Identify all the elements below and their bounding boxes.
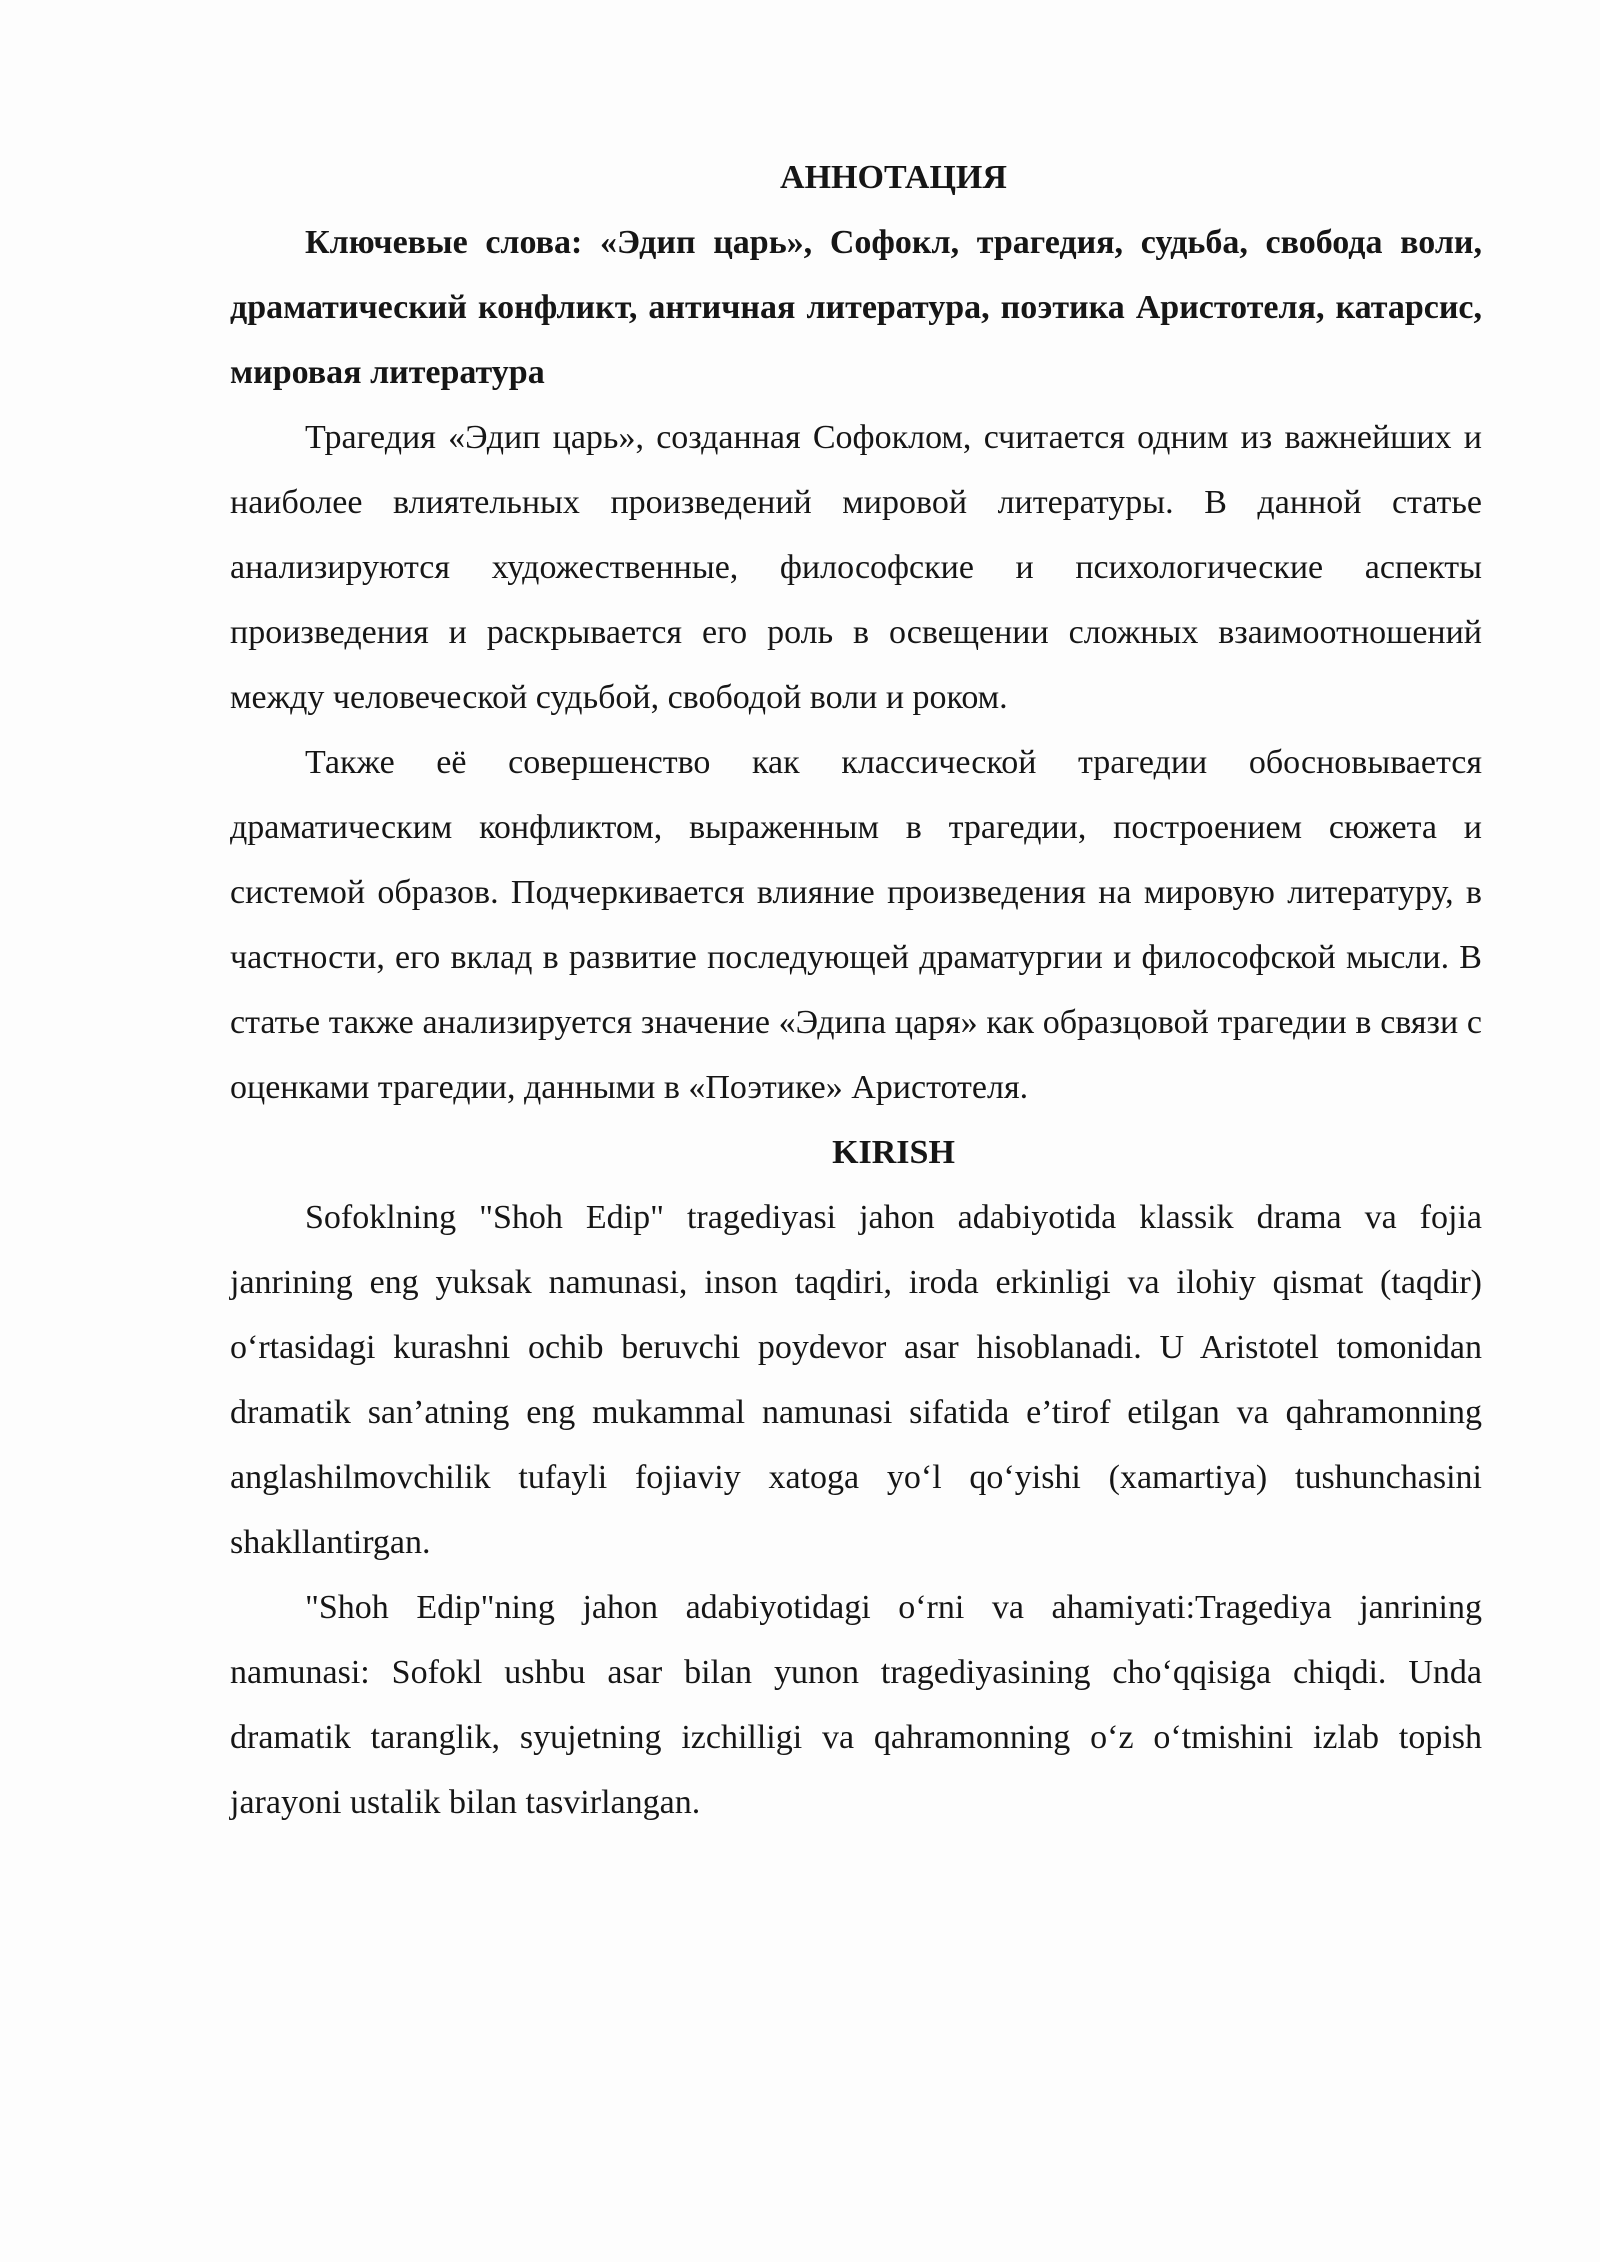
document-content — [230, 145, 1482, 1835]
kirish-heading: KIRISH — [832, 1134, 955, 1171]
annotation-heading: АННОТАЦИЯ — [780, 159, 1007, 196]
keywords-paragraph: Ключевые слова: «Эдип царь», Софокл, трагедия, судьба, свобода воли, драматический конфликт, античная литература, поэтика Аристотеля, катарсис, мировая литература — [230, 224, 1482, 391]
annotation-paragraph-2: Также её совершенство как классической трагедии обосновывается драматическим конфликтом, выраженным в трагедии, построением сюжета и системой образов. Подчеркивается влияние произведения на мировую литературу, в частности, его вклад в развитие последующей драматургии и философской мысли. В статье также анализируется значение «Эдипа царя» как образцовой трагедии в связи с оценками трагедии, данными в «Поэтике» Аристотеля. — [230, 744, 1482, 1106]
kirish-paragraph-2: "Shoh Edip"ning jahon adabiyotidagi o‘rni va ahamiyati:Tragediya janrining namunasi: Sofokl ushbu asar bilan yunon tragediyasining cho‘qqisiga chiqdi. Unda dramatik taranglik, syujetning izchilligi va qahramonning o‘z o‘tmishini izlab topish jarayoni ustalik bilan tasvirlangan. — [230, 1589, 1482, 1821]
kirish-paragraph-1: Sofoklning "Shoh Edip" tragediyasi jahon adabiyotida klassik drama va fojia janrining eng yuksak namunasi, inson taqdiri, iroda erkinligi va ilohiy qismat (taqdir) o‘rtasidagi kurashni ochib beruvchi poydevor asar hisoblanadi. U Aristotel tomonidan dramatik san’atning eng mukammal namunasi sifatida e’tirof etilgan va qahramonning anglashilmovchilik tufayli fojiaviy xatoga yo‘l qo‘yishi (xamartiya) tushunchasini shakllantirgan. — [230, 1199, 1482, 1561]
annotation-paragraph-1: Трагедия «Эдип царь», созданная Софоклом, считается одним из важнейших и наиболее влиятельных произведений мировой литературы. В данной статье анализируются художественные, философские и психологические аспекты произведения и раскрывается его роль в освещении сложных взаимоотношений между человеческой судьбой, свободой воли и роком. — [230, 419, 1482, 716]
